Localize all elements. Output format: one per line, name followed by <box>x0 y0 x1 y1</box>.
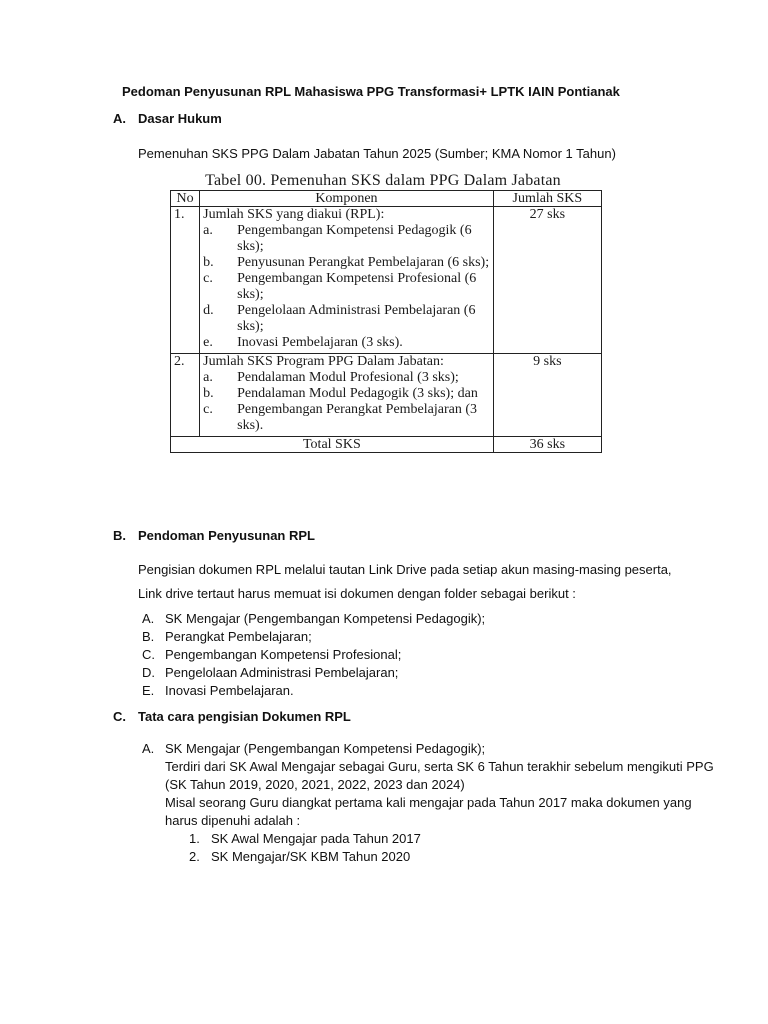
table-row <box>171 207 602 354</box>
section-a-intro: Pemenuhan SKS PPG Dalam Jabatan Tahun 2025 (Sumber; KMA Nomor 1 Tahun) <box>138 146 616 161</box>
sks-table-image <box>170 172 602 453</box>
list-item <box>142 683 485 701</box>
sub-item-text: Pengelolaan Administrasi Pembelajaran (6 sks); <box>237 303 476 334</box>
document-title: Pedoman Penyusunan RPL Mahasiswa PPG Transformasi+ LPTK IAIN Pontianak <box>122 84 620 99</box>
sub-item-text: Pengembangan Perangkat Pembelajaran (3 sks). <box>237 402 477 433</box>
section-c-line: (SK Tahun 2019, 2020, 2021, 2022, 2023 dan 2024) <box>165 777 465 792</box>
row-title: Jumlah SKS Program PPG Dalam Jabatan: <box>203 354 444 369</box>
sub-item-letter: b. <box>203 255 214 270</box>
table-total-row <box>171 437 602 453</box>
header-komponen: Komponen <box>200 191 494 207</box>
sub-item-text: Penyusunan Perangkat Pembelajaran (6 sks); <box>237 255 490 270</box>
list-item-text: Perangkat Pembelajaran; <box>165 629 312 644</box>
section-c-content <box>142 741 714 867</box>
list-item-text: Inovasi Pembelajaran. <box>165 683 294 698</box>
table-header-row <box>171 191 602 207</box>
section-a-letter: A. <box>113 111 126 126</box>
sub-item <box>203 223 490 255</box>
list-item-text: SK Mengajar/SK KBM Tahun 2020 <box>211 849 411 864</box>
sub-item <box>203 386 490 402</box>
sub-item-text: Pengembangan Kompetensi Pedagogik (6 sks); <box>237 223 472 254</box>
list-item-marker: D. <box>142 665 155 680</box>
list-item <box>142 647 485 665</box>
row-no: 2. <box>171 354 200 437</box>
sub-item-letter: a. <box>203 370 213 385</box>
sub-item-letter: d. <box>203 303 214 318</box>
numbered-list <box>142 831 714 867</box>
row-no: 1. <box>171 207 200 354</box>
section-a-title: Dasar Hukum <box>138 111 222 126</box>
sub-item-letter: c. <box>203 271 213 286</box>
sub-item-text: Pendalaman Modul Profesional (3 sks); <box>237 370 459 385</box>
row-jumlah: 9 sks <box>493 354 601 437</box>
header-jumlah: Jumlah SKS <box>493 191 601 207</box>
list-item <box>142 611 485 629</box>
sub-item <box>203 335 490 351</box>
list-item <box>142 629 485 647</box>
list-item <box>142 665 485 683</box>
sub-item <box>203 255 490 271</box>
row-komponen <box>200 207 494 354</box>
section-c-letter: C. <box>113 709 126 724</box>
sks-table <box>170 190 602 453</box>
section-c-line: Misal seorang Guru diangkat pertama kali mengajar pada Tahun 2017 maka dokumen yang <box>165 795 692 810</box>
section-c-item-marker: A. <box>142 741 155 756</box>
header-no: No <box>171 191 200 207</box>
sub-item <box>203 370 490 386</box>
list-item-marker: B. <box>142 629 155 644</box>
list-item-marker: C. <box>142 647 155 662</box>
list-item <box>189 831 714 849</box>
table-row <box>171 354 602 437</box>
section-a-heading <box>113 111 222 126</box>
section-b-para1: Pengisian dokumen RPL melalui tautan Link Drive pada setiap akun masing-masing peserta, <box>138 562 672 577</box>
sub-item-text: Inovasi Pembelajaran (3 sks). <box>237 335 403 350</box>
list-item-text: SK Mengajar (Pengembangan Kompetensi Pedagogik); <box>165 611 486 626</box>
list-item-marker: E. <box>142 683 155 698</box>
section-b-para2: Link drive tertaut harus memuat isi dokumen dengan folder sebagai berikut : <box>138 586 576 601</box>
row-jumlah: 27 sks <box>493 207 601 354</box>
section-b-letter: B. <box>113 528 126 543</box>
row-komponen <box>200 354 494 437</box>
sub-item <box>203 303 490 335</box>
sub-item-letter: a. <box>203 223 213 238</box>
sub-item-letter: e. <box>203 335 213 350</box>
total-label: Total SKS <box>171 437 494 453</box>
row-title: Jumlah SKS yang diakui (RPL): <box>203 207 385 222</box>
sub-item-letter: c. <box>203 402 213 417</box>
section-c-item-title: SK Mengajar (Pengembangan Kompetensi Pedagogik); <box>165 741 486 756</box>
sub-item <box>203 402 490 434</box>
total-value: 36 sks <box>493 437 601 453</box>
section-c-line: Terdiri dari SK Awal Mengajar sebagai Guru, serta SK 6 Tahun terakhir sebelum mengikuti PPG <box>165 759 714 774</box>
sub-item-letter: b. <box>203 386 214 401</box>
sub-item-text: Pengembangan Kompetensi Profesional (6 sks); <box>237 271 477 302</box>
table-caption: Tabel 00. Pemenuhan SKS dalam PPG Dalam Jabatan <box>205 172 561 189</box>
folder-list <box>142 611 485 701</box>
list-item-number: 2. <box>189 849 200 864</box>
section-c-item <box>142 741 714 759</box>
list-item-text: Pengelolaan Administrasi Pembelajaran; <box>165 665 399 680</box>
list-item-text: SK Awal Mengajar pada Tahun 2017 <box>211 831 421 846</box>
list-item-marker: A. <box>142 611 155 626</box>
list-item-number: 1. <box>189 831 200 846</box>
section-c-line: harus dipenuhi adalah : <box>165 813 301 828</box>
section-b-heading <box>113 528 315 543</box>
list-item-text: Pengembangan Kompetensi Profesional; <box>165 647 402 662</box>
section-c-heading <box>113 709 351 724</box>
sub-item <box>203 271 490 303</box>
section-c-title: Tata cara pengisian Dokumen RPL <box>138 709 351 724</box>
sub-item-text: Pendalaman Modul Pedagogik (3 sks); dan <box>237 386 478 401</box>
list-item <box>189 849 714 867</box>
section-b-title: Pendoman Penyusunan RPL <box>138 528 315 543</box>
